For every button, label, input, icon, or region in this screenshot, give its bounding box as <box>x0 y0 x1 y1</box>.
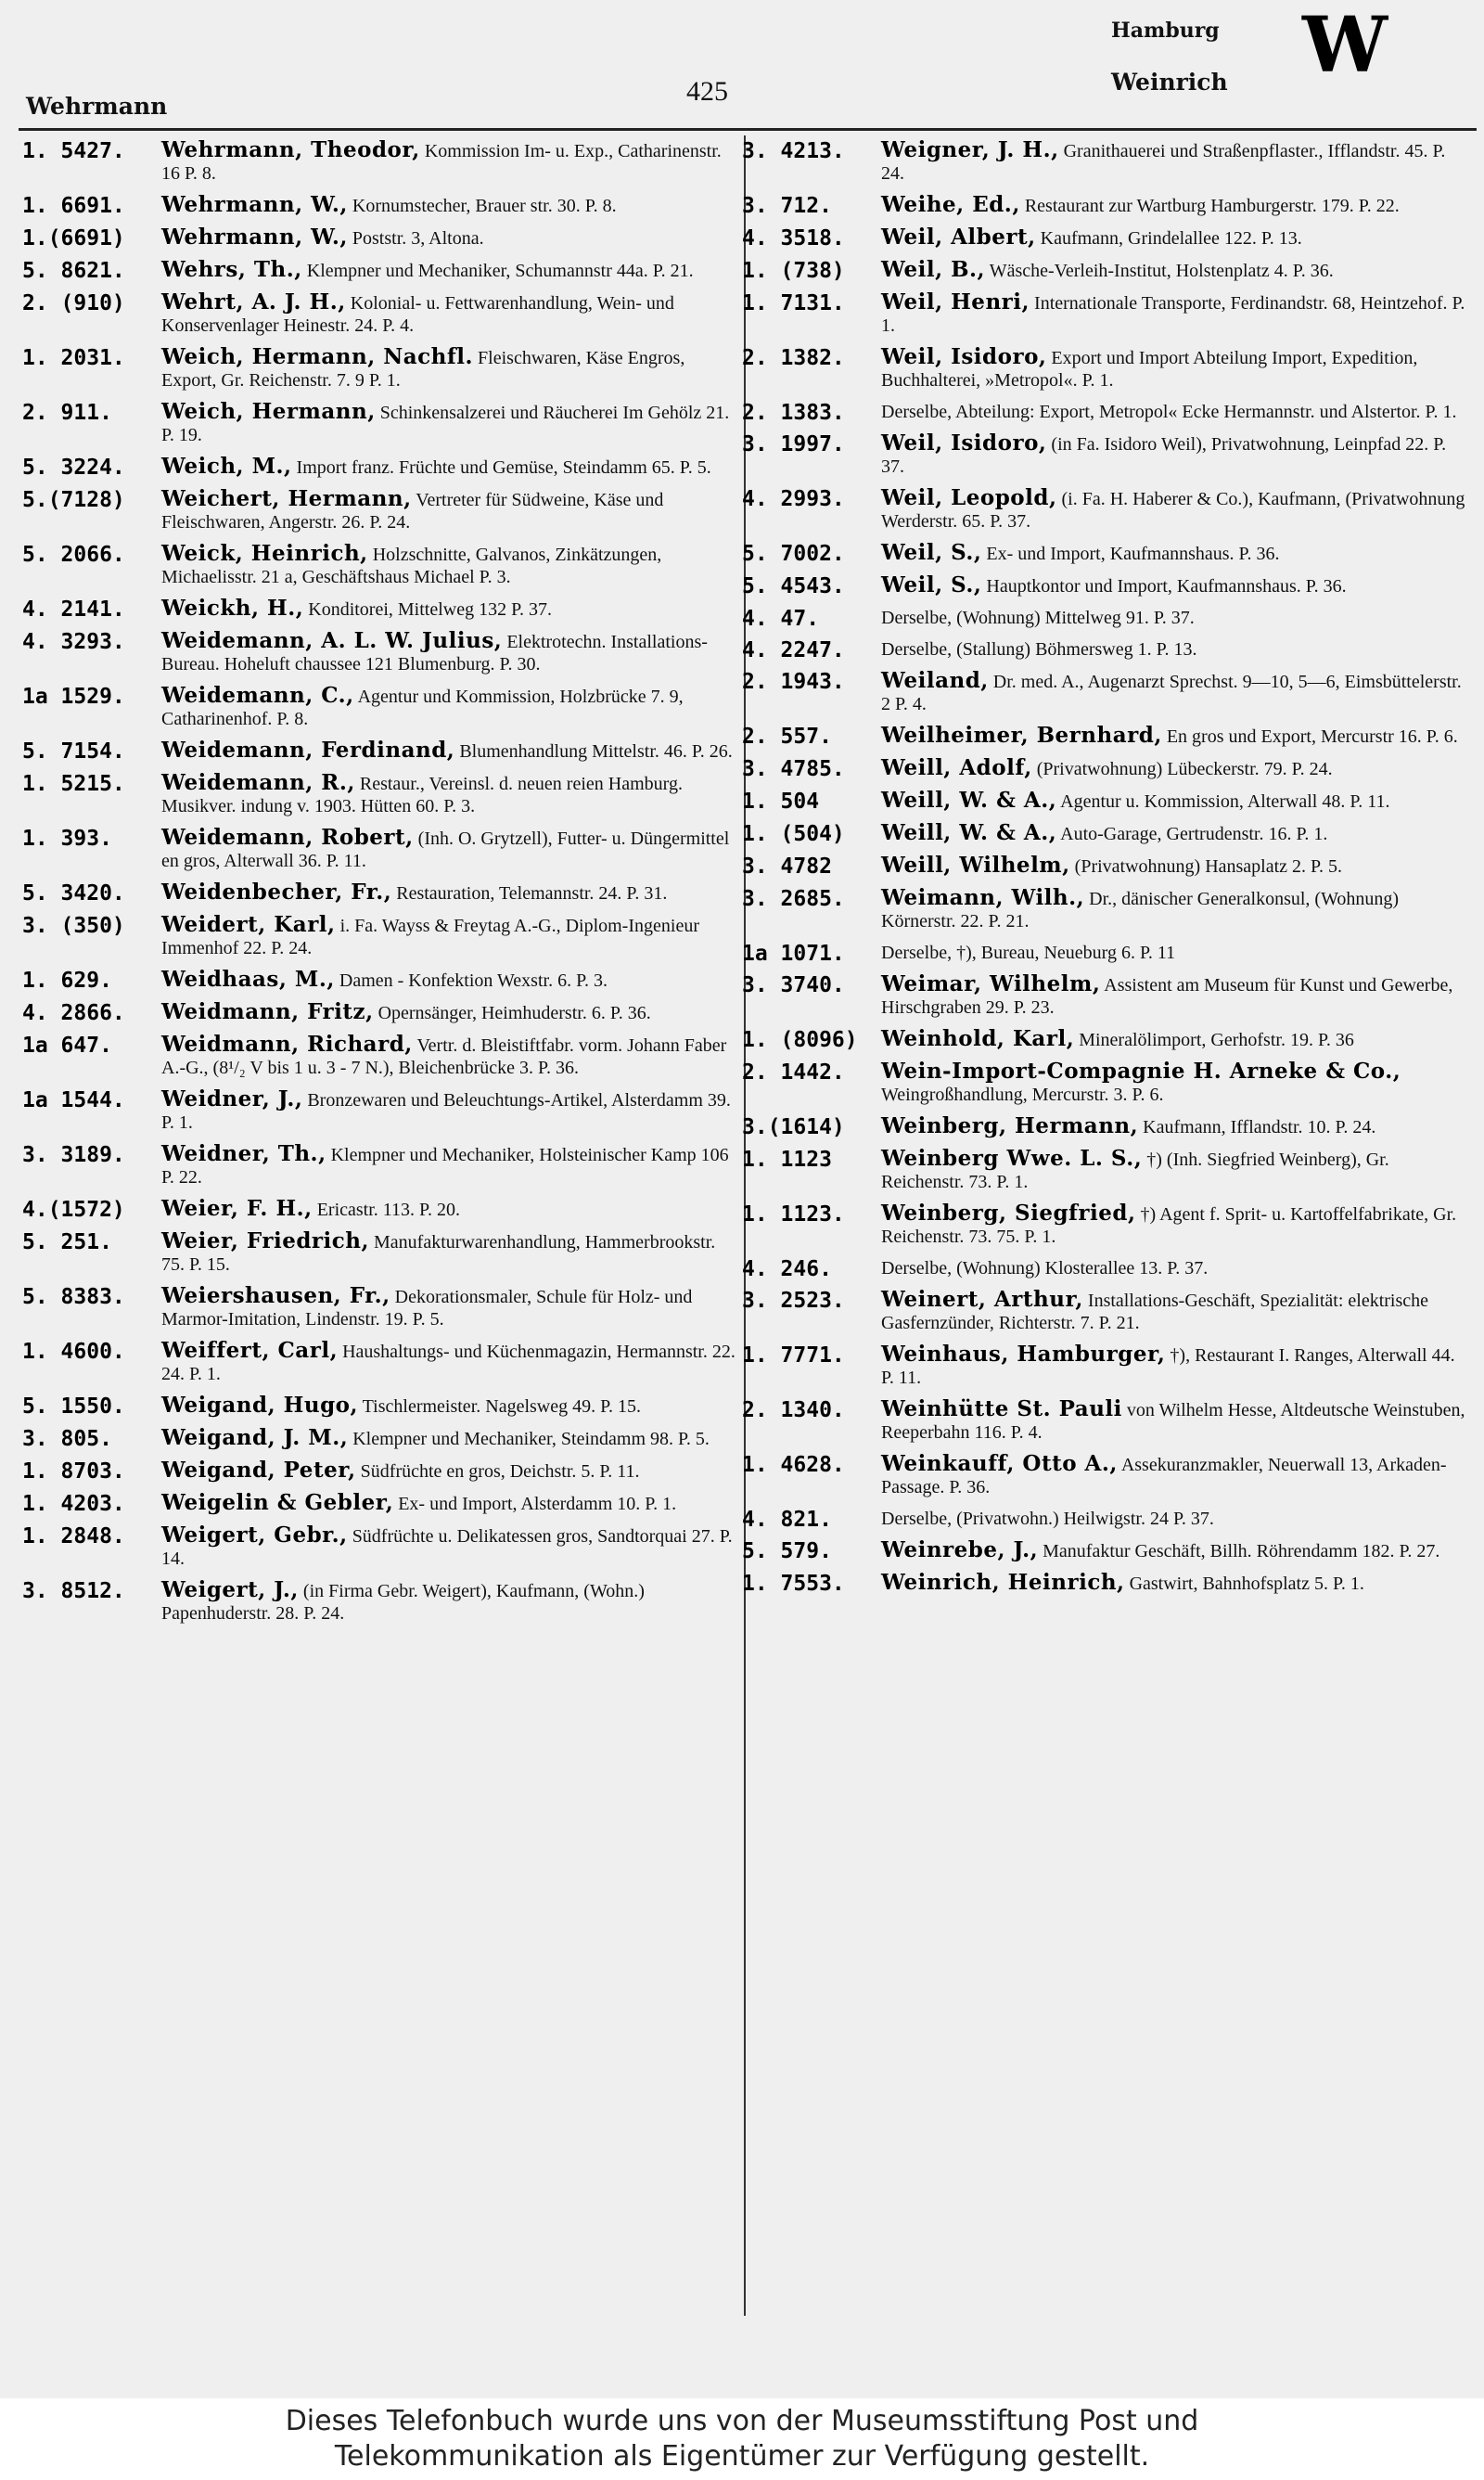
subscriber-details: Agentur u. Kommission, Alterwall 48. P. 11. <box>1060 791 1390 812</box>
subscriber-name: Weigelin & Gebler, <box>161 1490 394 1515</box>
directory-entry <box>22 827 736 872</box>
subscriber-details: Kornumstecher, Brauer str. 30. P. 8. <box>352 196 617 216</box>
phone-number: 4. 2993. <box>742 487 845 511</box>
subscriber-details: Export und Import Abteilung Import, Expedition, Buchhalterei, »Metropol«. P. 1. <box>881 348 1418 391</box>
header-rule <box>19 128 1477 131</box>
subscriber-details: Granithauerei und Straßenpflaster., Ifflandstr. 45. P. 24. <box>881 141 1446 184</box>
subscriber-name: Weihe, Ed., <box>881 192 1020 217</box>
phone-number: 3. 4213. <box>742 139 845 163</box>
subscriber-name: Weich, Hermann, <box>161 399 376 424</box>
phone-number: 5. 8383. <box>22 1285 125 1309</box>
subscriber-name: Weigert, J., <box>161 1577 299 1602</box>
subscriber-name: Weier, F. H., <box>161 1196 313 1221</box>
phone-number: 3. 4785. <box>742 757 845 781</box>
phone-number: 1. 4628. <box>742 1453 845 1477</box>
subscriber-name: Weinhold, Karl, <box>881 1026 1075 1051</box>
phone-number: 5. 579. <box>742 1539 832 1563</box>
directory-entry <box>742 973 1471 1019</box>
directory-entry <box>742 1453 1471 1498</box>
subscriber-name: Weidner, Th., <box>161 1141 326 1166</box>
phone-number: 1. 7131. <box>742 291 845 315</box>
subscriber-name: Weinhaus, Hamburger, <box>881 1342 1166 1367</box>
directory-entry <box>742 401 1471 423</box>
phone-number: 3. 8512. <box>22 1579 125 1603</box>
phone-number: 1. 1123. <box>742 1202 845 1227</box>
subscriber-details: Klempner und Mechaniker, Holsteinischer Kamp 106 P. 22. <box>161 1145 729 1188</box>
subscriber-details: Vertreter für Südweine, Käse und Fleischwaren, Angerstr. 26. P. 24. <box>161 490 664 533</box>
subscriber-name: Weickh, H., <box>161 596 304 621</box>
subscriber-details: Derselbe, (Stallung) Böhmersweg 1. P. 13. <box>881 639 1197 660</box>
phone-number: 2. 1383. <box>742 401 845 425</box>
subscriber-details: †) Agent f. Sprit- u. Kartoffelfabrikate, Gr. Reichenstr. 73. 75. P. 1. <box>881 1204 1457 1247</box>
subscriber-details: (Privatwohnung) Lübeckerstr. 79. P. 24. <box>1036 759 1333 779</box>
directory-entry <box>742 757 1471 780</box>
subscriber-name: Weidemann, C., <box>161 683 354 708</box>
directory-entry <box>22 1198 736 1221</box>
phone-number: 1a 1071. <box>742 942 845 966</box>
phone-number: 5. 3224. <box>22 456 125 480</box>
subscriber-details: Kaufmann, Ifflandstr. 10. P. 24. <box>1143 1117 1376 1137</box>
directory-entry <box>742 607 1471 629</box>
directory-entry <box>22 772 736 817</box>
subscriber-details: Elektrotechn. Installations-Bureau. Hoheluft chaussee 121 Blumenburg. P. 30. <box>161 632 708 675</box>
right-column <box>742 139 1471 1604</box>
subscriber-details: Hauptkontor und Import, Kaufmannshaus. P. 36. <box>986 576 1347 597</box>
subscriber-details: Derselbe, Abteilung: Export, Metropol« Ecke Hermannstr. und Alstertor. P. 1. <box>881 402 1457 422</box>
subscriber-details: von Wilhelm Hesse, Altdeutsche Weinstuben, Reeperbahn 116. P. 4. <box>881 1400 1465 1443</box>
subscriber-details: Vertr. d. Bleistiftfabr. vorm. Johann Faber A.-G., (8¹/₂ V bis 1 u. 3 - 7 N.), Bleichenbrücke 3. P. 36. <box>161 1035 727 1078</box>
subscriber-details: Derselbe, (Privatwohn.) Heilwigstr. 24 P. 37. <box>881 1509 1214 1529</box>
phone-number: 4. 246. <box>742 1257 832 1281</box>
directory-entry <box>742 346 1471 392</box>
subscriber-name: Weick, Heinrich, <box>161 541 368 566</box>
footer-notice <box>0 2398 1484 2480</box>
directory-entry <box>742 1148 1471 1193</box>
phone-number: 3.(1614) <box>742 1115 845 1139</box>
directory-entry <box>742 1398 1471 1444</box>
phone-number: 5.(7128) <box>22 488 125 512</box>
directory-entry <box>22 1459 736 1483</box>
subscriber-name: Weil, S., <box>881 540 982 565</box>
directory-entry <box>22 1001 736 1024</box>
directory-entry <box>742 790 1471 813</box>
directory-entry <box>22 881 736 905</box>
directory-entry <box>22 1034 736 1079</box>
subscriber-details: Haushaltungs- und Küchenmagazin, Hermannstr. 22. 24. P. 1. <box>161 1342 736 1384</box>
phone-number: 2. 1382. <box>742 346 845 370</box>
phone-number: 4. 2247. <box>742 638 845 662</box>
section-letter: W <box>1302 1 1388 90</box>
subscriber-name: Weinberg Wwe. L. S., <box>881 1146 1143 1171</box>
running-head-left: Wehrmann <box>26 93 168 120</box>
subscriber-name: Wehrt, A. J. H., <box>161 289 346 315</box>
subscriber-details: Agentur und Kommission, Holzbrücke 7. 9, Catharinenhof. P. 8. <box>161 687 684 729</box>
directory-entry <box>22 630 736 675</box>
subscriber-name: Wehrmann, Theodor, <box>161 137 420 162</box>
phone-number: 3. 3189. <box>22 1143 125 1167</box>
subscriber-details: (Inh. O. Grytzell), Futter- u. Düngermittel en gros, Alterwall 36. P. 11. <box>161 829 730 871</box>
subscriber-name: Weiland, <box>881 668 989 693</box>
subscriber-name: Weil, Henri, <box>881 289 1030 315</box>
directory-entry <box>22 139 736 185</box>
directory-entry <box>742 487 1471 533</box>
subscriber-details: Internationale Transporte, Ferdinandstr. 68, Heintzehof. P. 1. <box>881 293 1465 336</box>
footer-line-2: Telekommunikation als Eigentümer zur Verfügung gestellt. <box>334 2440 1150 2473</box>
subscriber-name: Weimar, Wilhelm, <box>881 971 1101 996</box>
subscriber-name: Weil, Leopold, <box>881 485 1057 510</box>
phone-number: 1. 504 <box>742 790 820 814</box>
directory-entry <box>22 969 736 992</box>
subscriber-details: Dr., dänischer Generalkonsul, (Wohnung) Körnerstr. 22. P. 21. <box>881 889 1400 932</box>
subscriber-name: Weinert, Arthur, <box>881 1287 1083 1312</box>
subscriber-name: Weil, Isidoro, <box>881 430 1047 456</box>
phone-number: 3. 2523. <box>742 1289 845 1313</box>
subscriber-name: Weidmann, Richard, <box>161 1032 413 1057</box>
directory-entry <box>22 346 736 392</box>
directory-entry <box>22 488 736 533</box>
subscriber-name: Weidenbecher, Fr., <box>161 880 392 905</box>
subscriber-details: Südfrüchte en gros, Deichstr. 5. P. 11. <box>360 1461 640 1482</box>
directory-entry <box>742 725 1471 748</box>
phone-number: 1. 629. <box>22 969 112 993</box>
subscriber-details: Bronzewaren und Beleuchtungs-Artikel, Alsterdamm 39. P. 1. <box>161 1090 731 1133</box>
subscriber-name: Weidner, J., <box>161 1086 303 1112</box>
subscriber-name: Weinrich, Heinrich, <box>881 1570 1125 1595</box>
directory-entry <box>22 739 736 763</box>
directory-entry <box>22 226 736 250</box>
phone-number: 1a 1529. <box>22 685 125 709</box>
subscriber-details: Restaur., Vereinsl. d. neuen reien Hamburg. Musikver. indung v. 1903. Hütten 60. P. 3. <box>161 774 683 816</box>
subscriber-name: Weinhütte St. Pauli <box>881 1396 1122 1421</box>
subscriber-name: Weidemann, A. L. W. Julius, <box>161 628 503 653</box>
directory-entry <box>742 1257 1471 1279</box>
directory-entry <box>742 942 1471 964</box>
subscriber-name: Weidert, Karl, <box>161 912 336 937</box>
directory-entry <box>22 1579 736 1625</box>
phone-number: 2. 1340. <box>742 1398 845 1422</box>
subscriber-details: Blumenhandlung Mittelstr. 46. P. 26. <box>459 741 733 762</box>
subscriber-details: Tischlermeister. Nagelsweg 49. P. 15. <box>362 1396 642 1417</box>
phone-number: 4. 47. <box>742 607 820 631</box>
phone-number: 1. 5427. <box>22 139 125 163</box>
subscriber-details: (Privatwohnung) Hansaplatz 2. P. 5. <box>1074 856 1342 877</box>
directory-entry <box>22 1492 736 1515</box>
phone-number: 3. 805. <box>22 1427 112 1451</box>
subscriber-name: Weigert, Gebr., <box>161 1523 348 1548</box>
subscriber-details: (in Fa. Isidoro Weil), Privatwohnung, Leinpfad 22. P. 37. <box>881 434 1447 477</box>
directory-entry <box>742 226 1471 250</box>
directory-entry <box>742 1289 1471 1334</box>
subscriber-name: Wehrs, Th., <box>161 257 302 282</box>
subscriber-name: Wehrmann, W., <box>161 225 348 250</box>
phone-number: 4. 821. <box>742 1508 832 1532</box>
subscriber-details: Dr. med. A., Augenarzt Sprechst. 9—10, 5—6, Eimsbüttelerstr. 2 P. 4. <box>881 672 1462 714</box>
subscriber-details: En gros und Export, Mercurstr 16. P. 6. <box>1166 726 1458 747</box>
directory-entry <box>742 670 1471 715</box>
directory-entry <box>22 1285 736 1330</box>
directory-entry <box>742 432 1471 478</box>
subscriber-details: Klempner und Mechaniker, Steindamm 98. P. 5. <box>352 1429 710 1449</box>
phone-number: 3. 3740. <box>742 973 845 997</box>
subscriber-name: Weidemann, R., <box>161 770 355 795</box>
directory-entry <box>742 1508 1471 1530</box>
subscriber-details: Weingroßhandlung, Mercurstr. 3. P. 6. <box>881 1085 1164 1105</box>
phone-number: 1. 6691. <box>22 194 125 218</box>
phone-number: 1. 2848. <box>22 1524 125 1548</box>
subscriber-details: †) (Inh. Siegfried Weinberg), Gr. Reichenstr. 73. P. 1. <box>881 1150 1389 1192</box>
directory-entry <box>742 638 1471 661</box>
phone-number: 2. 1943. <box>742 670 845 694</box>
directory-entry <box>742 542 1471 565</box>
subscriber-name: Weill, Wilhelm, <box>881 853 1070 878</box>
phone-number: 1.(6691) <box>22 226 125 251</box>
subscriber-details: Derselbe, (Wohnung) Mittelweg 91. P. 37. <box>881 608 1195 628</box>
running-head-city: Hamburg <box>1111 19 1220 43</box>
directory-entry <box>742 259 1471 282</box>
phone-number: 1. 1123 <box>742 1148 832 1172</box>
subscriber-details: Wäsche-Verleih-Institut, Holstenplatz 4. P. 36. <box>989 261 1334 281</box>
phone-number: 1. 8703. <box>22 1459 125 1484</box>
phone-number: 1. 5215. <box>22 772 125 796</box>
phone-number: 1. (8096) <box>742 1028 858 1052</box>
phone-number: 4.(1572) <box>22 1198 125 1222</box>
subscriber-name: Weigand, J. M., <box>161 1425 349 1450</box>
phone-number: 3. (350) <box>22 914 125 938</box>
directory-entry <box>742 1028 1471 1051</box>
subscriber-details: Manufaktur Geschäft, Billh. Röhrendamm 182. P. 27. <box>1043 1541 1440 1561</box>
directory-entry <box>22 1088 736 1134</box>
phone-number: 1a 1544. <box>22 1088 125 1112</box>
phone-number: 1. 7553. <box>742 1572 845 1596</box>
phone-number: 1. 393. <box>22 827 112 851</box>
subscriber-details: Konditorei, Mittelweg 132 P. 37. <box>308 599 553 620</box>
subscriber-details: Damen - Konfektion Wexstr. 6. P. 3. <box>339 970 608 991</box>
phone-number: 4. 2141. <box>22 598 125 622</box>
subscriber-details: Assistent am Museum für Kunst und Gewerbe, Hirschgraben 29. P. 23. <box>881 975 1453 1018</box>
subscriber-name: Weichert, Hermann, <box>161 486 412 511</box>
directory-entry <box>742 1202 1471 1248</box>
directory-entry <box>742 194 1471 217</box>
subscriber-details: Poststr. 3, Altona. <box>352 228 484 249</box>
subscriber-details: Assekuranzmakler, Neuerwall 13, Arkaden-Passage. P. 36. <box>881 1455 1447 1497</box>
directory-entry <box>742 822 1471 845</box>
subscriber-details: Dekorationsmaler, Schule für Holz- und Marmor-Imitation, Lindenstr. 19. P. 5. <box>161 1287 693 1330</box>
phone-number: 5. 3420. <box>22 881 125 906</box>
subscriber-name: Weigand, Peter, <box>161 1458 356 1483</box>
subscriber-name: Weich, M., <box>161 454 292 479</box>
subscriber-name: Weich, Hermann, Nachfl. <box>161 344 474 369</box>
directory-entry <box>742 1572 1471 1595</box>
subscriber-details: Holzschnitte, Galvanos, Zinkätzungen, Michaelisstr. 21 a, Geschäftshaus Michael P. 3. <box>161 545 662 587</box>
subscriber-details: Mineralölimport, Gerhofstr. 19. P. 36 <box>1079 1030 1354 1050</box>
subscriber-name: Weimann, Wilh., <box>881 885 1085 910</box>
phone-number: 4. 2866. <box>22 1001 125 1025</box>
subscriber-details: Derselbe, (Wohnung) Klosterallee 13. P. 37. <box>881 1258 1209 1279</box>
subscriber-details: Auto-Garage, Gertrudenstr. 16. P. 1. <box>1060 824 1328 844</box>
subscriber-name: Weidemann, Ferdinand, <box>161 738 455 763</box>
subscriber-name: Weill, W. & A., <box>881 788 1057 813</box>
subscriber-details: Kommission Im- u. Exp., Catharinenstr. 16 P. 8. <box>161 141 722 184</box>
directory-entry <box>22 685 736 730</box>
directory-entry <box>22 1394 736 1418</box>
subscriber-name: Weilheimer, Bernhard, <box>881 723 1162 748</box>
subscriber-details: Klempner und Mechaniker, Schumannstr 44a. P. 21. <box>306 261 694 281</box>
directory-entry <box>22 401 736 446</box>
phone-number: 3. 4782 <box>742 855 832 879</box>
directory-entry <box>742 291 1471 337</box>
phone-number: 4. 3293. <box>22 630 125 654</box>
phone-number: 3. 712. <box>742 194 832 218</box>
phone-number: 5. 2066. <box>22 543 125 567</box>
subscriber-name: Weier, Friedrich, <box>161 1228 370 1253</box>
subscriber-details: Ericastr. 113. P. 20. <box>316 1200 460 1220</box>
directory-entry <box>742 1115 1471 1138</box>
phone-number: 1. 4203. <box>22 1492 125 1516</box>
subscriber-name: Weil, S., <box>881 572 982 598</box>
subscriber-name: Weil, Albert, <box>881 225 1036 250</box>
phone-number: 2. (910) <box>22 291 125 315</box>
directory-entry <box>22 194 736 217</box>
subscriber-name: Weidmann, Fritz, <box>161 999 374 1024</box>
directory-entry <box>22 598 736 621</box>
directory-entry <box>22 1427 736 1450</box>
directory-entry <box>742 855 1471 878</box>
subscriber-name: Weinkauff, Otto A., <box>881 1451 1118 1476</box>
subscriber-details: (i. Fa. H. Haberer & Co.), Kaufmann, (Privatwohnung Werderstr. 65. P. 37. <box>881 489 1465 532</box>
subscriber-name: Weil, Isidoro, <box>881 344 1047 369</box>
subscriber-details: Kaufmann, Grindelallee 122. P. 13. <box>1040 228 1302 249</box>
subscriber-details: †), Restaurant I. Ranges, Alterwall 44. P. 11. <box>881 1345 1455 1388</box>
subscriber-details: i. Fa. Wayss & Freytag A.-G., Diplom-Ingenieur Immenhof 22. P. 24. <box>161 916 699 958</box>
page-number: 425 <box>686 76 728 107</box>
phone-number: 2. 1442. <box>742 1060 845 1085</box>
phone-number: 5. 7002. <box>742 542 845 566</box>
subscriber-details: Restaurant zur Wartburg Hamburgerstr. 179. P. 22. <box>1024 196 1400 216</box>
directory-entry <box>22 543 736 588</box>
subscriber-name: Weinberg, Hermann, <box>881 1113 1139 1138</box>
subscriber-details: Restauration, Telemannstr. 24. P. 31. <box>396 883 668 904</box>
directory-entry <box>742 1060 1471 1106</box>
subscriber-name: Weill, W. & A., <box>881 820 1057 845</box>
subscriber-details: Import franz. Früchte und Gemüse, Steindamm 65. P. 5. <box>296 457 711 478</box>
directory-entry <box>22 1340 736 1385</box>
subscriber-details: Ex- und Import, Alsterdamm 10. P. 1. <box>398 1494 677 1514</box>
subscriber-details: (in Firma Gebr. Weigert), Kaufmann, (Wohn.) Papenhuderstr. 28. P. 24. <box>161 1581 645 1624</box>
phone-number: 3. 1997. <box>742 432 845 456</box>
directory-entry <box>22 259 736 282</box>
phone-number: 1. 2031. <box>22 346 125 370</box>
directory-entry <box>22 1230 736 1276</box>
phone-number: 5. 251. <box>22 1230 112 1254</box>
subscriber-name: Weinberg, Siegfried, <box>881 1201 1136 1226</box>
subscriber-details: Opernsänger, Heimhuderstr. 6. P. 36. <box>377 1003 651 1023</box>
directory-entry <box>22 456 736 479</box>
subscriber-name: Weinrebe, J., <box>881 1537 1039 1562</box>
subscriber-details: Derselbe, †), Bureau, Neueburg 6. P. 11 <box>881 943 1176 963</box>
subscriber-name: Weidemann, Robert, <box>161 825 414 850</box>
subscriber-name: Wein-Import-Compagnie H. Arneke & Co., <box>881 1059 1401 1084</box>
phone-number: 2. 557. <box>742 725 832 749</box>
phone-number: 1. (504) <box>742 822 845 846</box>
subscriber-details: Installations-Geschäft, Spezialität: elektrische Gasfernzünder, Richterstr. 7. P. 21. <box>881 1291 1429 1333</box>
directory-entry <box>22 291 736 337</box>
subscriber-name: Weill, Adolf, <box>881 755 1032 780</box>
subscriber-name: Weiffert, Carl, <box>161 1338 339 1363</box>
subscriber-name: Weiershausen, Fr., <box>161 1283 390 1308</box>
phone-number: 5. 7154. <box>22 739 125 764</box>
subscriber-details: Kolonial- u. Fettwarenhandlung, Wein- und Konservenlager Heinestr. 24. P. 4. <box>161 293 674 336</box>
phone-number: 5. 4543. <box>742 574 845 598</box>
phone-number: 2. 911. <box>22 401 112 425</box>
phone-number: 1. 7771. <box>742 1343 845 1368</box>
subscriber-details: Fleischwaren, Käse Engros, Export, Gr. Reichenstr. 7. 9 P. 1. <box>161 348 685 391</box>
footer-line-1: Dieses Telefonbuch wurde uns von der Museumsstiftung Post und <box>285 2405 1199 2437</box>
subscriber-details: Schinkensalzerei und Räucherei Im Gehölz 21. P. 19. <box>161 403 730 445</box>
subscriber-name: Weidhaas, M., <box>161 967 335 992</box>
directory-entry <box>742 574 1471 598</box>
phone-number: 1. (738) <box>742 259 845 283</box>
phone-number: 5. 1550. <box>22 1394 125 1419</box>
subscriber-details: Gastwirt, Bahnhofsplatz 5. P. 1. <box>1129 1574 1364 1594</box>
subscriber-name: Weil, B., <box>881 257 986 282</box>
subscriber-name: Weigand, Hugo, <box>161 1393 359 1418</box>
subscriber-details: Manufakturwarenhandlung, Hammerbrookstr. 75. P. 15. <box>161 1232 716 1275</box>
phone-number: 1a 647. <box>22 1034 112 1058</box>
directory-entry <box>22 1143 736 1189</box>
directory-entry <box>742 1539 1471 1562</box>
subscriber-details: Ex- und Import, Kaufmannshaus. P. 36. <box>986 544 1280 564</box>
phone-number: 5. 8621. <box>22 259 125 283</box>
phone-number: 4. 3518. <box>742 226 845 251</box>
running-head-right: Weinrich <box>1111 69 1228 96</box>
subscriber-details: Südfrüchte u. Delikatessen gros, Sandtorquai 27. P. 14. <box>161 1526 733 1569</box>
directory-entry <box>22 914 736 959</box>
phone-number: 1. 4600. <box>22 1340 125 1364</box>
directory-entry <box>742 1343 1471 1389</box>
subscriber-name: Weigner, J. H., <box>881 137 1059 162</box>
directory-entry <box>742 887 1471 932</box>
phone-number: 3. 2685. <box>742 887 845 911</box>
directory-entry <box>742 139 1471 185</box>
directory-entry <box>22 1524 736 1570</box>
subscriber-name: Wehrmann, W., <box>161 192 348 217</box>
left-column <box>22 139 736 1634</box>
